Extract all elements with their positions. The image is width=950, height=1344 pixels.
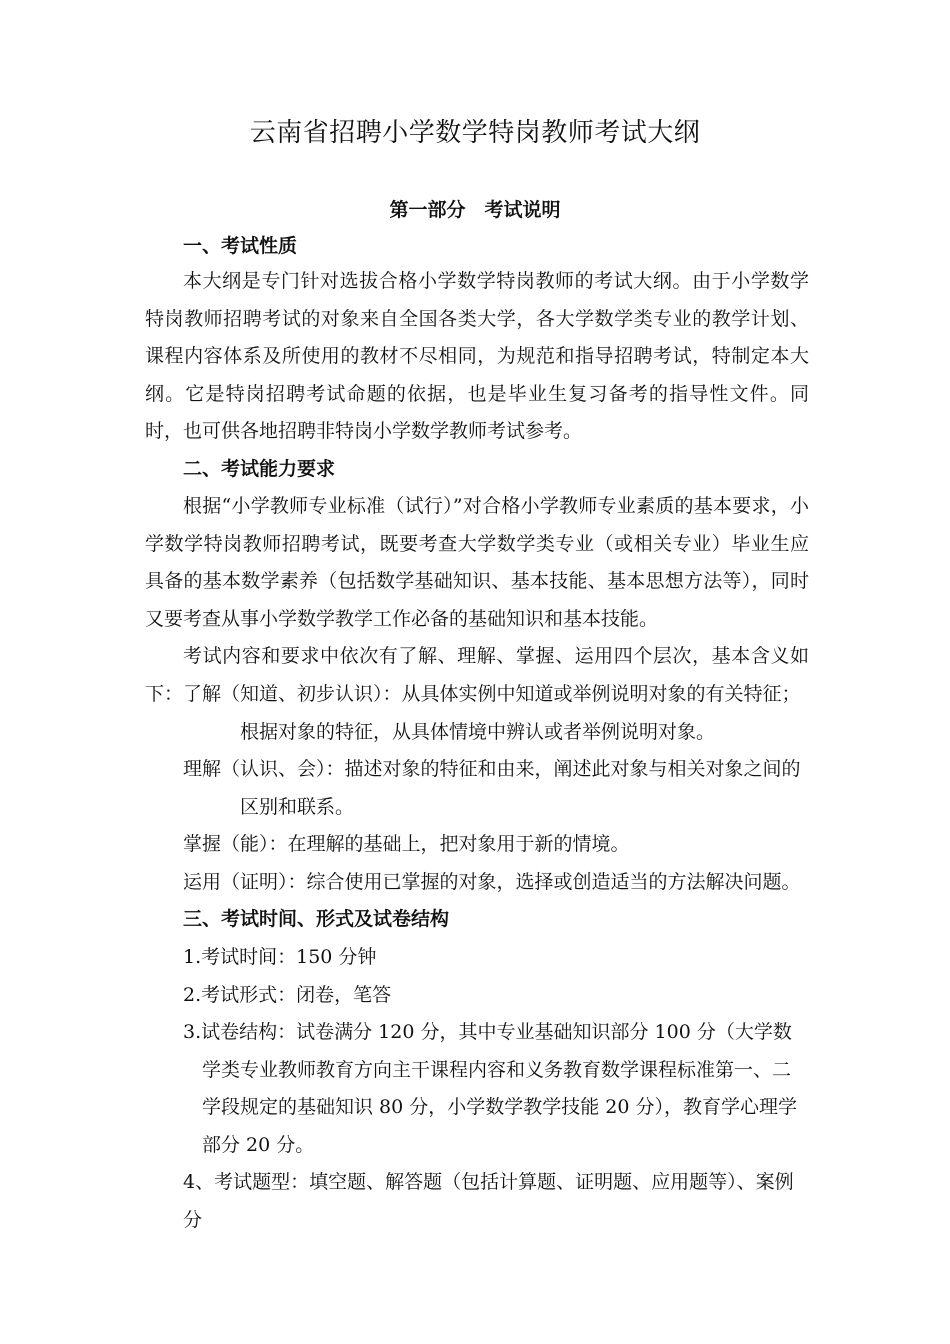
level-term-apply xyxy=(183,864,809,902)
level-term-continuation: 根据对象的特征，从具体情境中辨认或者举例说明对象。 xyxy=(240,720,716,743)
section-1-paragraph: 本大纲是专门针对选拔合格小学数学特岗教师的考试大纲。由于小学数学特岗教师招聘考试的对象来自全国各类大学，各大学数学类专业的教学计划、课程内容体系及所使用的教材不尽相同，为规范和指导招聘考试，特制定本大纲。它是特岗招聘考试命题的依据，也是毕业生复习备考的指导性文件。同时，也可供各地招聘非特岗小学数学教师考试参考。 xyxy=(145,270,809,442)
section-2-paragraph: 根据“小学教师专业标准（试行）”对合格小学教师专业素质的基本要求，小学数学特岗教师招聘考试，既要考查大学数学类专业（或相关专业）毕业生应具备的基本数学素养（包括数学基础知识、基本技能、基本思想方法等），同时又要考查从事小学数学教学工作必备的基础知识和基本技能。 xyxy=(145,495,809,630)
level-term-text: 理解（认识、会）：描述对象的特征和由来，阐述此对象与相关对象之间的 xyxy=(183,758,801,780)
exam-item-structure: 3.试卷结构：试卷满分 120 分，其中专业基础知识部分 100 分（大学数学类专业教师教育方向主干课程内容和义务教育数学课程标准第一、二学段规定的基础知识 80 分，小学数学教学技能 20 分），教育学心理学部分 20 分。 xyxy=(183,1021,798,1156)
document-title: 云南省招聘小学数学特岗教师考试大纲 xyxy=(249,118,701,148)
levels-intro: 考试内容和要求中依次有了解、理解、掌握、运用四个层次，基本含义如下： xyxy=(145,645,809,705)
level-term-comprehend xyxy=(183,751,809,826)
level-term-text: 掌握（能）：在理解的基础上，把对象用于新的情境。 xyxy=(183,833,630,855)
level-term-text: 了解（知道、初步认识）：从具体实例中知道或举例说明对象的有关特征； xyxy=(183,683,801,705)
level-term-continuation: 区别和联系。 xyxy=(240,795,355,818)
section-heading-1: 一、考试性质 xyxy=(183,235,298,257)
exam-item-format: 2.考试形式：闭卷，笔答 xyxy=(183,984,392,1006)
section-heading-3: 三、考试时间、形式及试卷结构 xyxy=(183,908,450,930)
exam-item-question-types: 4、考试题型：填空题、解答题（包括计算题、证明题、应用题等）、案例分 xyxy=(183,1171,794,1231)
level-term-master xyxy=(183,826,809,864)
level-term-understand-basic xyxy=(183,676,809,751)
part-title: 第一部分 考试说明 xyxy=(389,199,561,221)
exam-item-time: 1.考试时间：150 分钟 xyxy=(183,946,377,968)
section-heading-2: 二、考试能力要求 xyxy=(183,458,336,480)
level-term-text: 运用（证明）：综合使用已掌握的对象，选择或创造适当的方法解决问题。 xyxy=(183,871,801,893)
